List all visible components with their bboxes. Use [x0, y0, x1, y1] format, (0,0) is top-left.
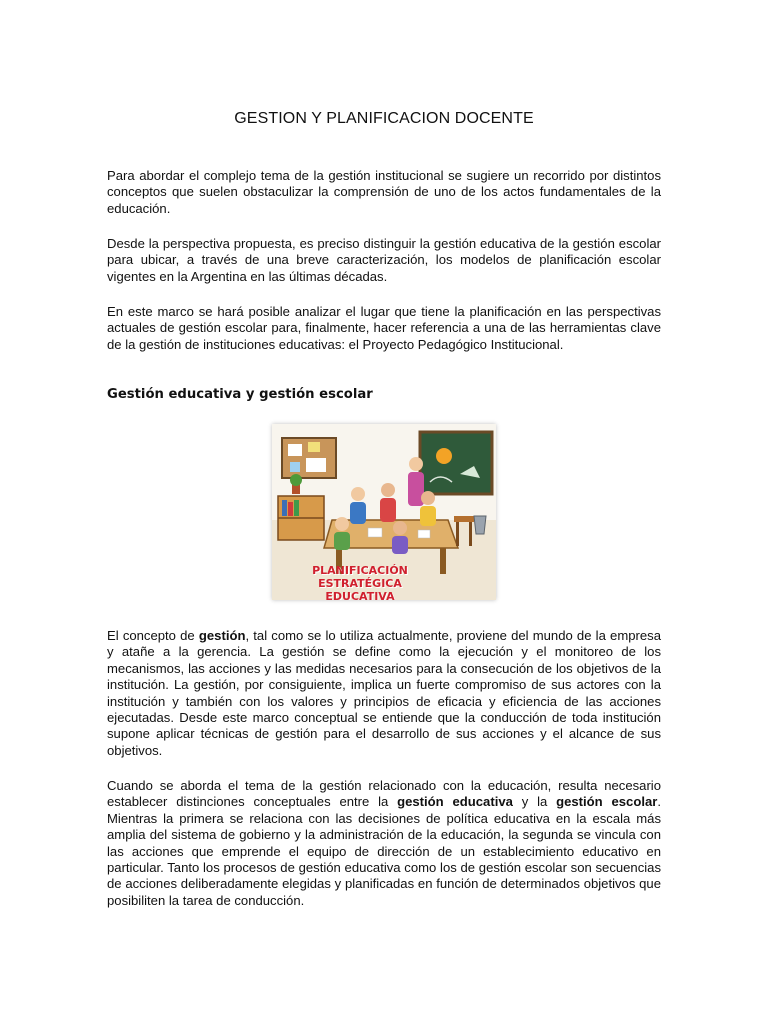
- paragraph-framework: En este marco se hará posible analizar el lugar que tiene la planificación en las perspectivas actuales de gestión escolar para, finalmente, hacer referencia a una de las herramientas clave de la gestión de instituciones educativas: el Proyecto Pedagógico Institucional.: [107, 304, 661, 352]
- paragraph-gestion-concept: [107, 628, 661, 759]
- term-gestion-educativa: gestión educativa: [397, 794, 513, 810]
- paragraph-5-text-1: Cuando se aborda el tema de la gestión relacionado con la educación, resulta necesario establecer distinciones conceptuales entre la: [107, 778, 661, 810]
- term-gestion: gestión: [198, 628, 246, 643]
- classroom-illustration: [272, 424, 496, 600]
- paragraph-4-text-before: El concepto de: [107, 628, 199, 643]
- caption-line-2: ESTRATÉGICA: [318, 577, 402, 590]
- paragraph-5-text-2: y la: [512, 794, 557, 810]
- paragraph-perspective: Desde la perspectiva propuesta, es preciso distinguir la gestión educativa de la gestión escolar para ubicar, a través de una breve caracterización, los modelos de planificación escolar vigentes en la Argentina en las últimas décadas.: [107, 236, 661, 284]
- caption-line-3: EDUCATIVA: [325, 590, 395, 600]
- paragraph-5-text-3: . Mientras la primera se relaciona con las decisiones de política educativa en la escala más amplia del sistema de gobierno y la administración de la educación, la segunda se vincula con las acciones que emprende el equipo de dirección de un establecimiento educativo en particular. Tanto los procesos de gestión educativa como los de gestión escolar son secuencias de acciones deliberadamente elegidas y planificadas en función de determinados objetivos que posibiliten la tarea de conducción.: [107, 794, 661, 908]
- figure-caption: [272, 564, 472, 600]
- section-heading: Gestión educativa y gestión escolar: [107, 387, 373, 402]
- caption-line-1: PLANIFICACIÓN: [312, 564, 408, 577]
- paragraph-intro: Para abordar el complejo tema de la gestión institucional se sugiere un recorrido por distintos conceptos que suelen obstaculizar la comprensión de uno de los actos fundamentales de la educación.: [107, 168, 661, 216]
- paragraph-educational-vs-school: [107, 778, 661, 909]
- document-title: GESTION Y PLANIFICACION DOCENTE: [234, 110, 534, 127]
- term-gestion-escolar: gestión escolar: [556, 794, 658, 810]
- paragraph-4-text-after: , tal como se lo utiliza actualmente, proviene del mundo de la empresa y atañe a la gerencia. La gestión se define como la ejecución y el monitoreo de los mecanismos, las acciones y las medidas necesarios para la consecución de los objetivos de la institución. La gestión, por consiguiente, implica un fuerte compromiso de sus actores con la institución y también con los valores y principios de eficacia y eficiencia de las acciones ejecutadas. Desde este marco conceptual se entiende que la conducción de toda institución supone aplicar técnicas de gestión para el desarrollo de sus acciones y el alcance de sus objetivos.: [107, 628, 661, 758]
